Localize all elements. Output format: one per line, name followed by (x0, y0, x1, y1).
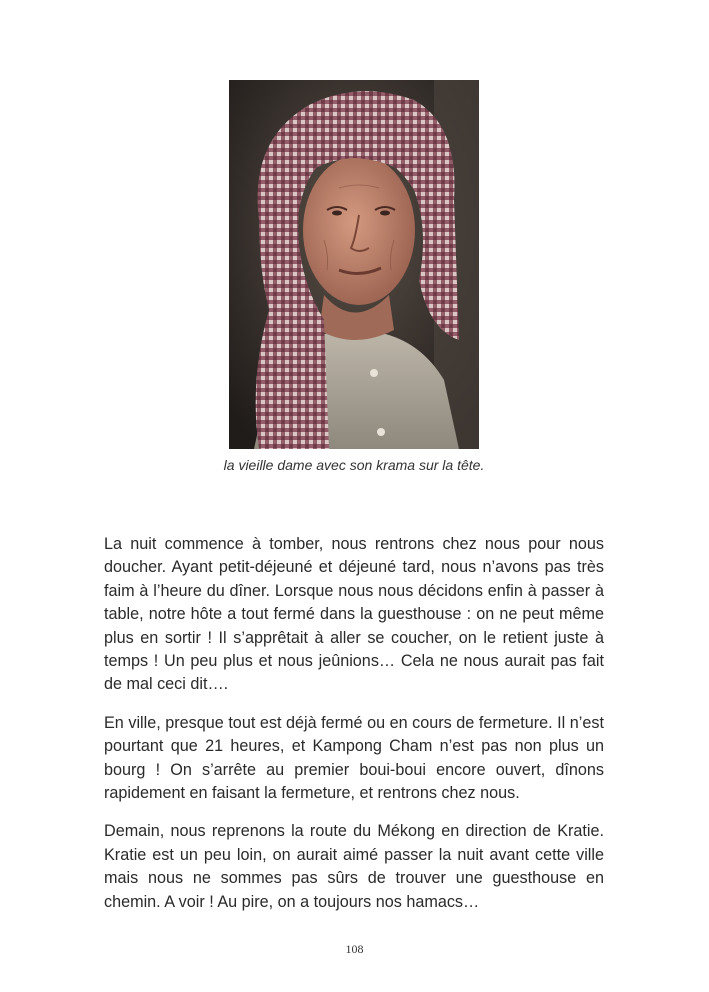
portrait-photo (229, 80, 479, 449)
body-text (104, 533, 604, 929)
paragraph: En ville, presque tout est déjà fermé ou en cours de fermeture. Il n’est pourtant que 21 heures, et Kampong Cham n’est pas non plus un bourg ! On s’arrête au premier boui-boui encore ouvert, dînons rapidement en faisant la fermeture, et rentrons chez nous. (104, 713, 604, 803)
photo-caption: la vieille dame avec son krama sur la tête. (223, 457, 485, 473)
paragraph: La nuit commence à tomber, nous rentrons chez nous pour nous doucher. Ayant petit-déjeuné et déjeuné tard, nous n’avons pas très faim à l’heure du dîner. Lorsque nous nous décidons enfin à passer à table, notre hôte a tout fermé dans la guesthouse : on ne peut même plus en sortir ! Il s’apprêtait à aller se coucher, on le retient juste à temps ! Un peu plus et nous jeûnions… Cela ne nous aurait pas fait de mal ceci dit…. (104, 535, 604, 694)
page-number: 108 (345, 942, 364, 956)
paragraph: Demain, nous reprenons la route du Mékong en direction de Kratie. Kratie est un peu loin, on aurait aimé passer la nuit avant cette ville mais nous ne sommes pas sûrs de trouver une guesthouse en chemin. A voir ! Au pire, on a toujours nos hamacs… (104, 822, 604, 911)
